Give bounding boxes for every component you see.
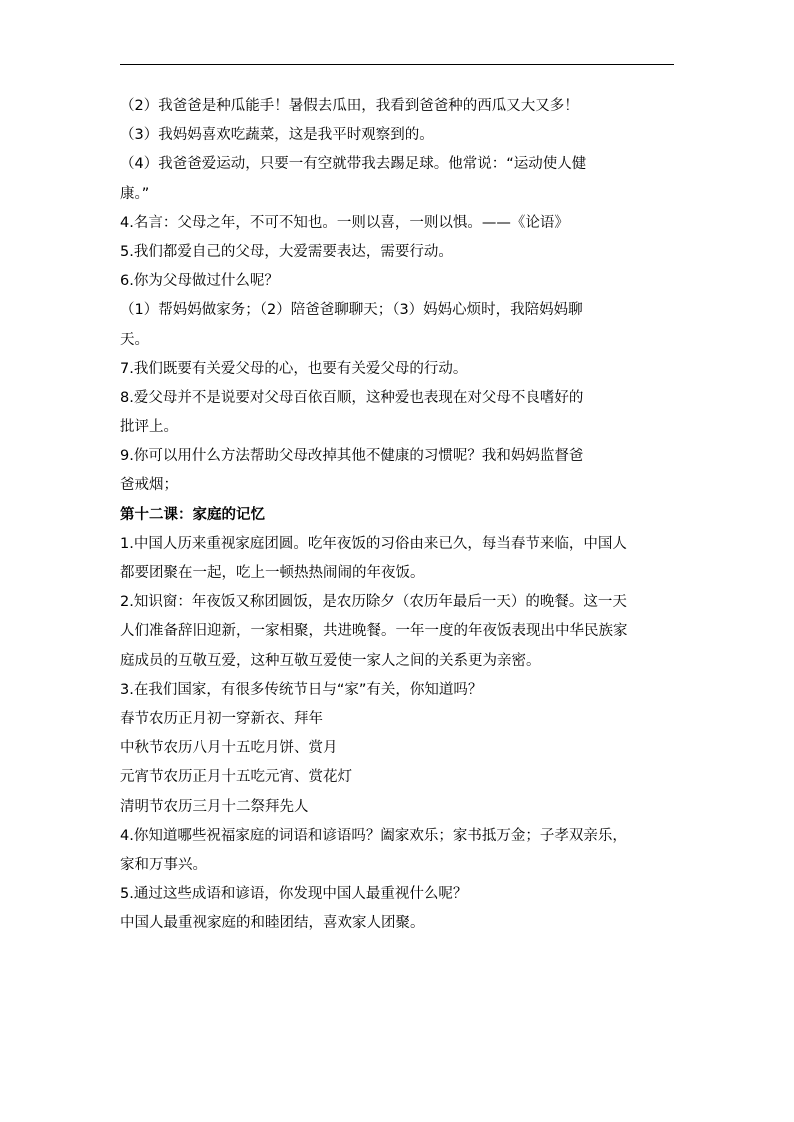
paragraph-line: 清明节农历三月十二祭拜先人	[120, 798, 309, 815]
paragraph-line: 7.我们既要有关爱父母的心，也要有关爱父母的行动。	[120, 360, 468, 377]
paragraph-line: 庭成员的互敬互爱，这种互敬互爱使一家人之间的关系更为亲密。	[120, 652, 541, 669]
paragraph-line: 爸戒烟；	[120, 477, 178, 494]
header-rule	[120, 64, 674, 65]
paragraph-line: 元宵节农历正月十五吃元宵、赏花灯	[120, 769, 352, 786]
paragraph-line: 3.在我们国家，有很多传统节日与“家”有关，你知道吗？	[120, 681, 483, 698]
section-heading: 第十二课：家庭的记忆	[120, 506, 265, 523]
document-body	[120, 92, 680, 938]
paragraph-line: 春节农历正月初一穿新衣、拜年	[120, 710, 323, 727]
paragraph-line: 9.你可以用什么方法帮助父母改掉其他不健康的习惯呢？我和妈妈监督爸	[120, 448, 584, 465]
paragraph-line: （4）我爸爸爱运动，只要一有空就带我去踢足球。他常说：“运动使人健	[120, 156, 587, 173]
paragraph-line: 都要团聚在一起，吃上一顿热热闹闹的年夜饭。	[120, 565, 425, 581]
paragraph-line: 4.名言：父母之年，不可不知也。一则以喜，一则以惧。——《论语》	[120, 214, 569, 231]
paragraph-line: 6.你为父母做过什么呢？	[120, 273, 279, 290]
paragraph-line: （3）我妈妈喜欢吃蔬菜，这是我平时观察到的。	[120, 127, 434, 144]
paragraph-line: 1.中国人历来重视家庭团圆。吃年夜饭的习俗由来已久，每当春节来临，中国人	[120, 535, 627, 552]
paragraph-line: 5.通过这些成语和谚语，你发现中国人最重视什么呢？	[120, 886, 468, 903]
paragraph-line: （1）帮妈妈做家务；（2）陪爸爸聊聊天；（3）妈妈心烦时，我陪妈妈聊	[120, 302, 583, 319]
paragraph-line: 2.知识窗：年夜饭又称团圆饭，是农历除夕（农历年最后一天）的晚餐。这一天	[120, 594, 627, 611]
paragraph-line: 5.我们都爱自己的父母，大爱需要表达，需要行动。	[120, 243, 453, 260]
paragraph-line: 4.你知道哪些祝福家庭的词语和谚语吗？阖家欢乐；家书抵万金；子孝双亲乐，	[120, 827, 627, 844]
paragraph-line: （2）我爸爸是种瓜能手！暑假去瓜田，我看到爸爸种的西瓜又大又多！	[120, 98, 579, 114]
paragraph-line: 家和万事兴。	[120, 856, 207, 873]
paragraph-line: 中国人最重视家庭的和睦团结，喜欢家人团聚。	[120, 915, 425, 932]
paragraph-line: 天。	[120, 331, 149, 348]
paragraph-line: 康。”	[120, 185, 150, 202]
paragraph-line: 批评上。	[120, 419, 178, 436]
paragraph-line: 中秋节农历八月十五吃月饼、赏月	[120, 740, 338, 757]
paragraph-line: 8.爱父母并不是说要对父母百依百顺，这种爱也表现在对父母不良嗜好的	[120, 389, 584, 406]
paragraph-line: 人们准备辞旧迎新，一家相聚，共进晚餐。一年一度的年夜饭表现出中华民族家	[120, 623, 628, 640]
